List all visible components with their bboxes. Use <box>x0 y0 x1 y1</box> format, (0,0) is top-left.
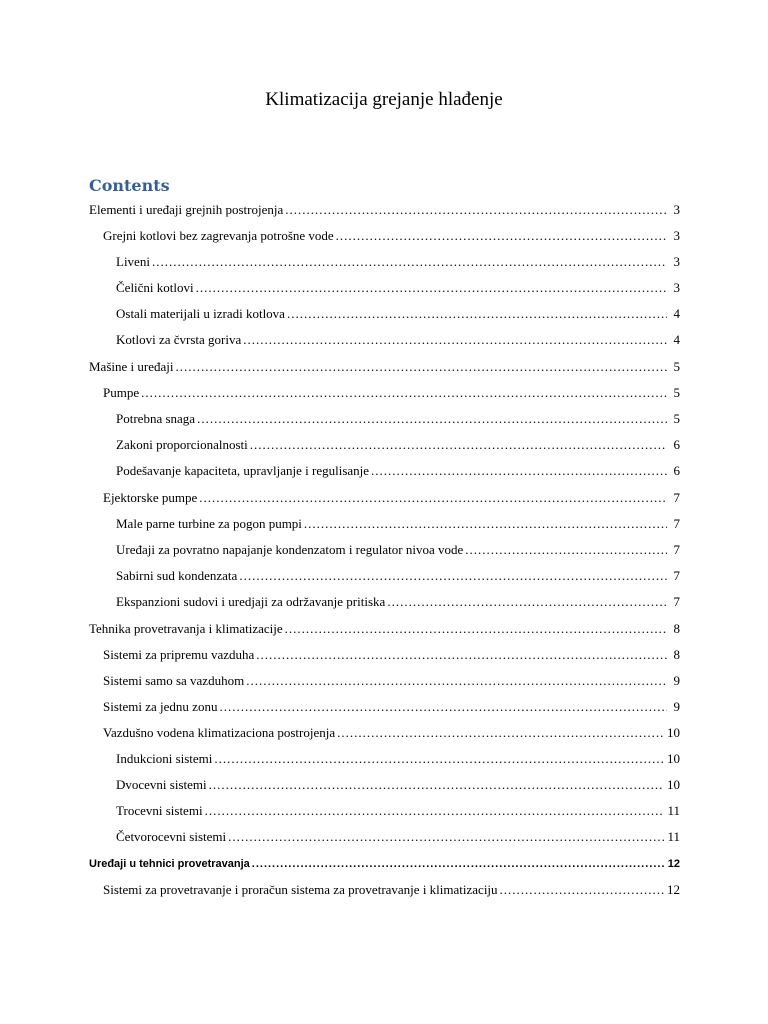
toc-entry-label: Zakoni proporcionalnosti <box>116 437 248 452</box>
toc-entry-label: Sabirni sud kondenzata <box>116 568 238 583</box>
toc-leader-dots <box>287 306 667 322</box>
toc-entry[interactable] <box>103 695 680 715</box>
toc-entry-label: Uređaji u tehnici provetravanja <box>89 858 250 870</box>
toc-entry-page: 7 <box>673 490 680 505</box>
toc-entry[interactable] <box>116 407 680 427</box>
document-title: Klimatizacija grejanje hlađenje <box>265 89 503 110</box>
toc-entry[interactable] <box>89 852 680 872</box>
toc-leader-dots <box>214 751 664 767</box>
toc-entry-page: 5 <box>673 359 680 374</box>
toc-entry-label: Sistemi za pripremu vazduha <box>103 647 255 662</box>
toc-entry[interactable] <box>116 459 680 479</box>
toc-entry-label: Mašine i uređaji <box>89 359 174 374</box>
toc-entry-label: Tehnika provetravanja i klimatizacije <box>89 621 283 636</box>
toc-entry[interactable] <box>116 302 680 322</box>
toc-entry-label: Podešavanje kapaciteta, upravljanje i regulisanje <box>116 463 370 478</box>
toc-leader-dots <box>336 228 667 244</box>
toc-entry-label: Ostali materijali u izradi kotlova <box>116 306 285 321</box>
toc-entry-page: 6 <box>673 463 680 478</box>
toc-entry-page: 11 <box>667 803 680 818</box>
toc-entry[interactable] <box>116 328 680 348</box>
toc-leader-dots <box>371 463 667 479</box>
toc-entry-page: 4 <box>673 332 680 347</box>
toc-entry-page: 6 <box>673 437 680 452</box>
toc-entry-page: 10 <box>667 751 680 766</box>
toc-leader-dots <box>387 594 667 610</box>
toc-entry[interactable] <box>103 224 680 244</box>
toc-leader-dots <box>243 332 667 348</box>
toc-entry[interactable] <box>103 721 680 741</box>
toc-entry-page: 5 <box>673 411 680 426</box>
toc-entry-page: 7 <box>673 594 680 609</box>
toc-entry-label: Pumpe <box>103 385 140 400</box>
toc-entry-label: Uređaji za povratno napajanje kondenzatom i regulator nivoa vode <box>116 542 464 557</box>
toc-entry[interactable] <box>116 538 680 558</box>
toc-leader-dots <box>205 803 665 819</box>
toc-entry-page: 12 <box>667 882 680 897</box>
toc-leader-dots <box>337 725 664 741</box>
toc-entry-page: 9 <box>673 699 680 714</box>
toc-entry-page: 8 <box>673 647 680 662</box>
toc-entry-page: 10 <box>667 777 680 792</box>
toc-leader-dots <box>250 437 667 453</box>
toc-leader-dots <box>197 411 667 427</box>
toc-entry[interactable] <box>116 825 680 845</box>
contents-heading: Contents <box>89 176 170 195</box>
toc-leader-dots <box>152 254 667 270</box>
toc-leader-dots <box>465 542 667 558</box>
toc-leader-dots <box>246 673 667 689</box>
toc-entry-page: 10 <box>667 725 680 740</box>
toc-leader-dots <box>228 829 664 845</box>
toc-entry-page: 11 <box>667 829 680 844</box>
toc-entry-page: 7 <box>673 516 680 531</box>
toc-leader-dots <box>304 516 667 532</box>
toc-entry[interactable] <box>116 433 680 453</box>
toc-leader-dots <box>141 385 667 401</box>
toc-entry[interactable] <box>103 878 680 898</box>
toc-entry[interactable] <box>116 276 680 296</box>
toc-leader-dots <box>500 882 664 898</box>
toc-entry[interactable] <box>89 355 680 375</box>
toc-entry[interactable] <box>103 669 680 689</box>
toc-entry-label: Indukcioni sistemi <box>116 751 213 766</box>
toc-entry-label: Sistemi za jednu zonu <box>103 699 218 714</box>
toc-entry-label: Četvorocevni sistemi <box>116 829 227 844</box>
toc-entry-label: Potrebna snaga <box>116 411 196 426</box>
toc-entry-page: 3 <box>673 228 680 243</box>
toc-entry[interactable] <box>116 747 680 767</box>
toc-entry[interactable] <box>103 486 680 506</box>
toc-leader-dots <box>199 490 667 506</box>
toc-entry-label: Trocevni sistemi <box>116 803 203 818</box>
toc-entry-label: Grejni kotlovi bez zagrevanja potrošne vode <box>103 228 334 243</box>
toc-entry[interactable] <box>89 198 680 218</box>
toc-entry-label: Sistemi za provetravanje i proračun sistema za provetravanje i klimatizaciju <box>103 882 498 897</box>
toc-leader-dots <box>256 647 667 663</box>
toc-leader-dots <box>285 621 667 637</box>
toc-entry-page: 5 <box>673 385 680 400</box>
toc-entry-label: Ejektorske pumpe <box>103 490 198 505</box>
toc-leader-dots <box>196 280 667 296</box>
toc-entry[interactable] <box>116 250 680 270</box>
toc-entry-page: 3 <box>673 254 680 269</box>
toc-entry[interactable] <box>116 799 680 819</box>
toc-leader-dots <box>239 568 667 584</box>
toc-entry-page: 7 <box>673 542 680 557</box>
toc-entry[interactable] <box>116 564 680 584</box>
toc-entry-page: 7 <box>673 568 680 583</box>
toc-entry[interactable] <box>116 590 680 610</box>
toc-leader-dots <box>175 359 667 375</box>
toc-entry[interactable] <box>103 643 680 663</box>
toc-leader-dots <box>219 699 667 715</box>
toc-entry-label: Čelični kotlovi <box>116 280 194 295</box>
toc-entry-page: 9 <box>673 673 680 688</box>
toc-entry-page: 3 <box>673 202 680 217</box>
toc-entry-page: 8 <box>673 621 680 636</box>
toc-entry-page: 4 <box>673 306 680 321</box>
toc-entry[interactable] <box>103 381 680 401</box>
toc-leader-dots <box>252 856 665 872</box>
toc-entry-page: 12 <box>667 858 680 870</box>
toc-entry-label: Male parne turbine za pogon pumpi <box>116 516 302 531</box>
toc-entry-label: Vazdušno vodena klimatizaciona postrojenja <box>103 725 336 740</box>
toc-entry-label: Ekspanzioni sudovi i uredjaji za održavanje pritiska <box>116 594 386 609</box>
toc-entry[interactable] <box>116 512 680 532</box>
toc-leader-dots <box>209 777 664 793</box>
toc-entry-label: Dvocevni sistemi <box>116 777 207 792</box>
toc-leader-dots <box>285 202 667 218</box>
toc-entry[interactable] <box>116 773 680 793</box>
toc-entry[interactable] <box>89 617 680 637</box>
toc-entry-label: Kotlovi za čvrsta goriva <box>116 332 242 347</box>
toc-entry-label: Elementi i uređaji grejnih postrojenja <box>89 202 284 217</box>
toc-entry-page: 3 <box>673 280 680 295</box>
toc-entry-label: Sistemi samo sa vazduhom <box>103 673 245 688</box>
toc-entry-label: Liveni <box>116 254 150 269</box>
